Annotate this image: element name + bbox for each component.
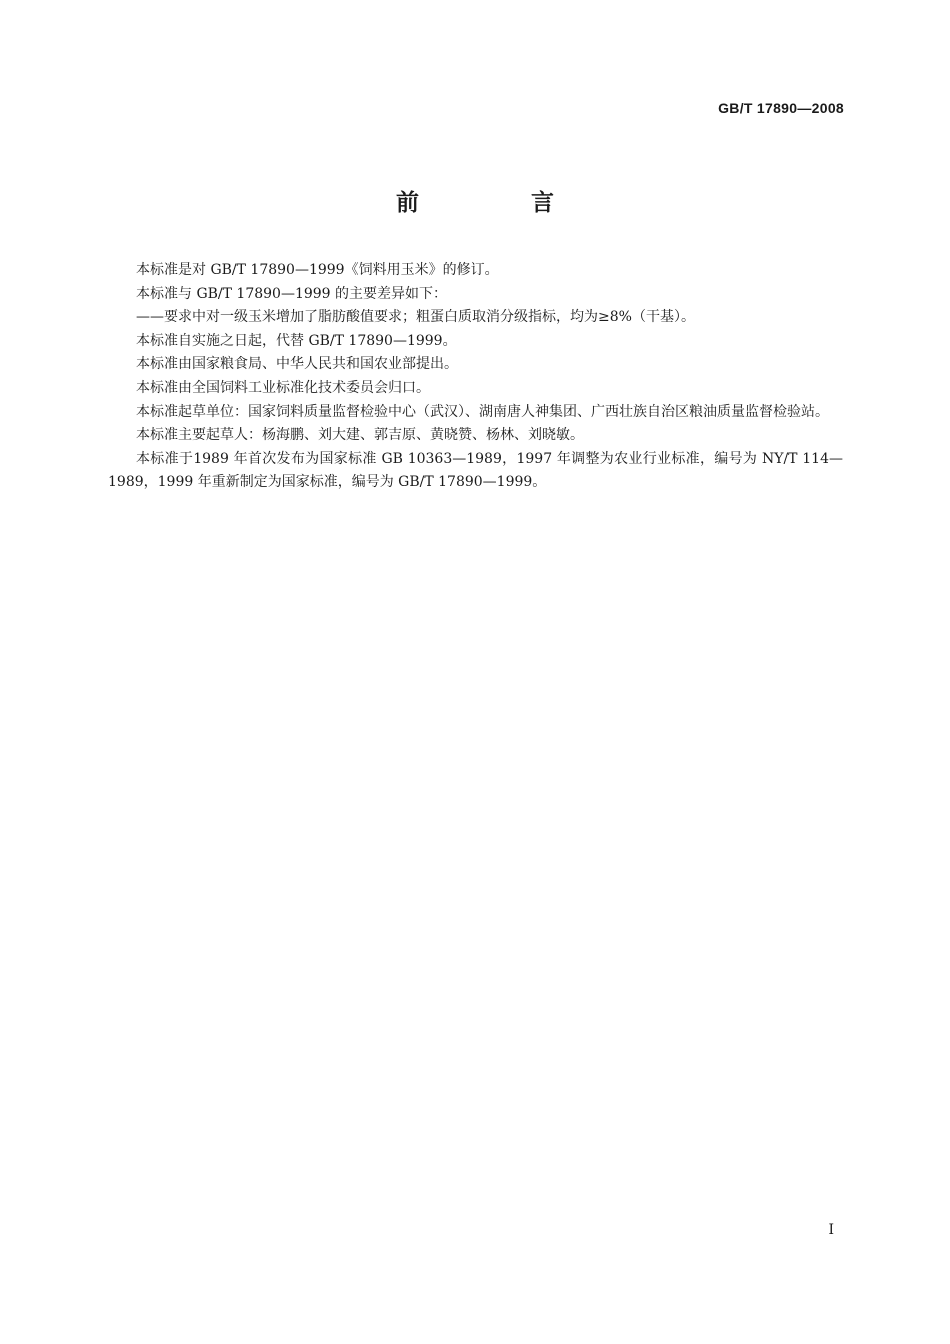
paragraph-revision: 本标准是对 GB/T 17890—1999《饲料用玉米》的修订。 [136,262,499,278]
paragraph-differences-intro: 本标准与 GB/T 17890—1999 的主要差异如下： [136,285,448,302]
page-title: 前 言 [395,190,606,216]
page-number: I [828,1222,834,1238]
paragraph-proposed-by: 本标准由国家粮食局、中华人民共和国农业部提出。 [136,356,458,373]
foreword-body [108,259,843,495]
paragraph-replaces: 本标准自实施之日起，代替 GB/T 17890—1999。 [136,332,457,349]
standard-code: GB/T 17890—2008 [718,100,844,116]
paragraph-history: 本标准于1989 年首次发布为国家标准 GB 10363—1989，1997 年调整为农业行业标准，编号为 NY/T 114—1989，1999 年重新制定为国家标准，编号为 GB/T 17890—1999。 [108,450,843,491]
paragraph-drafters: 本标准主要起草人：杨海鹏、刘大建、郭吉原、黄晓赞、杨林、刘晓敏。 [136,427,584,444]
paragraph-drafting-units: 本标准起草单位：国家饲料质量监督检验中心（武汉）、湖南唐人神集团、广西壮族自治区粮油质量监督检验站。 [136,403,829,420]
paragraph-difference-item: ——要求中对一级玉米增加了脂肪酸值要求；粗蛋白质取消分级指标，均为≥8%（干基）。 [136,309,695,326]
paragraph-administered-by: 本标准由全国饲料工业标准化技术委员会归口。 [136,379,430,396]
